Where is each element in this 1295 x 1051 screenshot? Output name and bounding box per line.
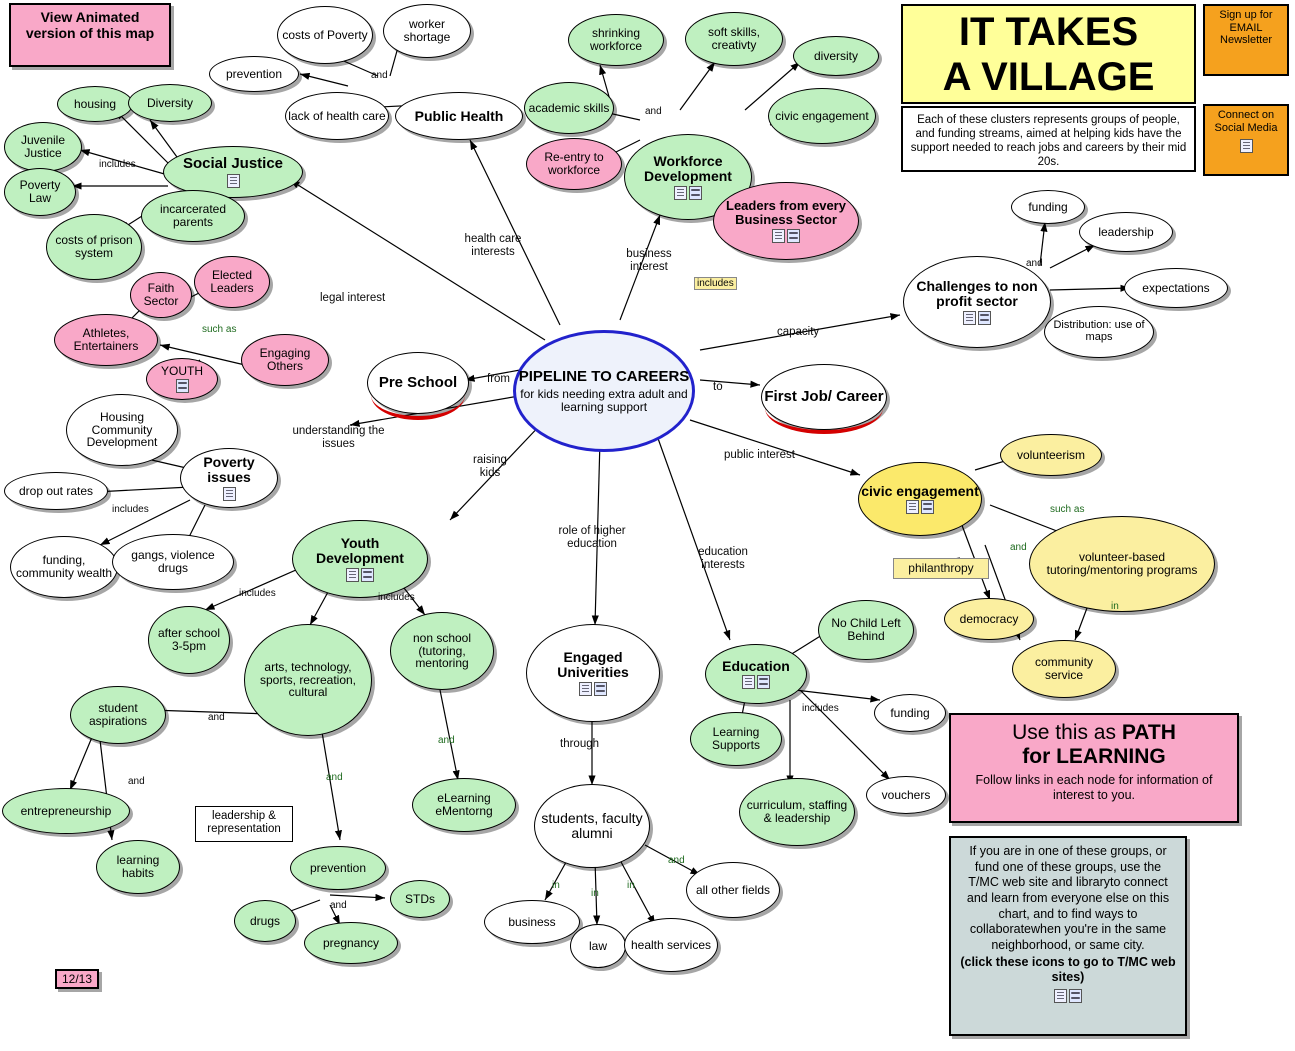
node-engaged-universities[interactable]: [526, 624, 660, 722]
node-costs-of-poverty[interactable]: [277, 6, 373, 64]
node-label: No Child Left Behind: [831, 616, 901, 643]
node-leadership-top[interactable]: [1079, 212, 1173, 252]
edge-label-such-as-volunteer: such as: [1050, 504, 1085, 515]
node-label: Public Health: [414, 107, 504, 124]
node-label: civic engagement: [775, 108, 869, 123]
node-entrepreneurship[interactable]: [2, 788, 130, 834]
node-gangs-violence-drugs[interactable]: [112, 534, 234, 590]
node-incarcerated-parents[interactable]: [141, 190, 245, 242]
node-label: costs of prison system: [55, 233, 133, 260]
edge-label-role-of-higher-education: role of higher education: [558, 525, 626, 550]
node-label: [861, 484, 979, 515]
node-label: Re-entry to workforce: [544, 150, 604, 177]
node-funding-community-wealth[interactable]: [10, 536, 118, 598]
node-label: worker shortage: [403, 17, 451, 44]
node-label: Learning Supports: [711, 725, 761, 752]
edge-label-and-student-aspirations: and: [208, 712, 225, 723]
pre-school-underline: [371, 370, 465, 420]
node-label: leadership: [1098, 224, 1154, 239]
social-label: Connect on Social Media: [1214, 109, 1278, 134]
people-icon[interactable]: [361, 568, 374, 582]
node-democracy[interactable]: [944, 598, 1034, 640]
node-engaging-others[interactable]: [241, 334, 329, 386]
edge-label-includes-yd-2: includes: [378, 592, 415, 603]
node-label: health services: [630, 937, 712, 952]
node-label: academic skills: [528, 100, 610, 115]
node-label: [518, 369, 690, 414]
title-line-2: A VILLAGE: [942, 55, 1155, 99]
node-learning-habits[interactable]: [96, 840, 180, 894]
view-animated-button[interactable]: [9, 3, 171, 67]
node-law[interactable]: [570, 924, 626, 968]
edge-label-and-all-fields: and: [668, 855, 685, 866]
node-label: Engaging Others: [259, 346, 311, 373]
node-funding-education[interactable]: [874, 694, 946, 732]
node-vouchers[interactable]: [866, 776, 946, 814]
node-label: Housing Community Development: [86, 410, 158, 450]
groups-body: If you are in one of these groups, or fund one of these groups, use the T/MC web site and libraryto connect and learn from everyone else on this chart, and to find ways to collaboratewhen you're in the same neighborhood, or same city.: [966, 844, 1170, 952]
document-icon[interactable]: [1240, 139, 1253, 153]
node-label: funding: [890, 705, 930, 720]
node-label: shrinking workforce: [589, 26, 642, 53]
path-title-line2: for LEARNING: [1022, 745, 1166, 768]
edge-label-in-law: in: [591, 888, 599, 899]
node-drugs[interactable]: [234, 900, 296, 942]
view-animated-label: View Animated version of this map: [25, 9, 155, 42]
node-shrinking-workforce[interactable]: [568, 14, 664, 66]
edge-label-and-civic: and: [1010, 542, 1027, 553]
node-label: non school (tutoring, mentoring: [412, 631, 472, 671]
node-prevention-top[interactable]: [209, 56, 299, 92]
node-label: students, faculty alumni: [541, 810, 643, 841]
center-title: PIPELINE TO CAREERS: [518, 367, 690, 385]
node-drop-out-rates[interactable]: [4, 472, 108, 510]
edge-label-from: from: [487, 373, 510, 385]
node-education[interactable]: [705, 644, 807, 704]
node-label: Diversity: [146, 95, 193, 110]
node-label: Faith Sector: [143, 281, 179, 308]
node-pregnancy[interactable]: [304, 922, 398, 964]
people-icon[interactable]: [787, 229, 800, 243]
node-label: volunteer-based tutoring/mentoring programs: [1046, 550, 1198, 577]
node-stds[interactable]: [390, 880, 450, 918]
node-youth-development[interactable]: [292, 520, 428, 598]
node-label: [295, 536, 425, 581]
node-label: [149, 365, 215, 394]
node-label: [906, 279, 1048, 324]
path-title: [951, 721, 1237, 745]
node-label: democracy: [959, 611, 1019, 626]
edge-label-and-top: and: [371, 70, 388, 81]
node-label: leadership & representation: [207, 810, 281, 836]
document-icon[interactable]: [227, 174, 240, 188]
node-label: pregnancy: [322, 935, 380, 950]
node-distribution-use-of-maps[interactable]: [1044, 306, 1154, 358]
node-text: Challenges to non profit sector: [916, 278, 1038, 309]
node-label: Pre School: [378, 374, 458, 392]
edge-label-in-business: in: [552, 880, 560, 891]
node-lack-of-health-care[interactable]: [285, 92, 389, 140]
edge-label-includes-yd-1: includes: [239, 588, 276, 599]
node-youth[interactable]: [146, 358, 218, 400]
node-label: funding: [1028, 199, 1068, 214]
node-curriculum-staffing-leadership[interactable]: [739, 778, 855, 846]
edge-label-and-workforce: and: [645, 106, 662, 117]
node-arts-technology-sports[interactable]: [244, 624, 372, 736]
node-worker-shortage[interactable]: [383, 4, 471, 58]
edge-label-public-interest: public interest: [724, 449, 795, 461]
node-label: [529, 650, 657, 695]
edge-label-raising-kids: raising kids: [473, 454, 507, 479]
node-label: drop out rates: [18, 483, 94, 498]
title-box: [901, 4, 1196, 104]
node-text: civic engagement: [861, 482, 979, 499]
node-label: costs of Poverty: [282, 27, 368, 42]
node-funding-top[interactable]: [1011, 190, 1085, 224]
groups-instruction-note: [949, 836, 1187, 1036]
node-text: Social Justice: [182, 155, 284, 173]
node-label: community service: [1034, 655, 1093, 682]
document-icon[interactable]: [223, 487, 236, 501]
node-reentry-to-workforce[interactable]: [526, 138, 622, 190]
node-label: Poverty Law: [19, 178, 61, 205]
node-text: Leaders from every Business Sector: [726, 198, 846, 227]
node-label: [627, 154, 749, 199]
node-expectations[interactable]: [1124, 268, 1228, 308]
center-subtitle: for kids needing extra adult and learning support: [520, 387, 688, 414]
node-volunteer-based-programs[interactable]: [1029, 516, 1215, 612]
node-prevention-bottom[interactable]: [290, 846, 386, 890]
node-label: [183, 455, 275, 500]
edge-label-legal-interest: legal interest: [320, 292, 386, 304]
node-icons[interactable]: [716, 229, 856, 243]
node-elected-leaders[interactable]: [194, 256, 270, 308]
title-line-1: IT TAKES: [958, 10, 1139, 54]
node-non-school-tutoring[interactable]: [390, 612, 494, 690]
node-student-aspirations[interactable]: [70, 686, 166, 744]
node-leadership-representation[interactable]: [195, 806, 293, 842]
node-label: expectations: [1142, 280, 1210, 295]
node-text: YOUTH: [161, 363, 203, 378]
node-all-other-fields[interactable]: [686, 862, 780, 918]
node-soft-skills[interactable]: [685, 12, 783, 66]
node-label: drugs: [249, 913, 281, 928]
node-label: curriculum, staffing & leadership: [746, 798, 848, 825]
node-icons[interactable]: [295, 568, 425, 582]
node-label: vouchers: [881, 787, 931, 802]
node-housing[interactable]: [57, 86, 133, 122]
edge-label-understanding-the-issues: understanding the issues: [292, 425, 385, 450]
node-label: Elected Leaders: [210, 268, 254, 295]
edge-label-capacity: capacity: [777, 326, 820, 338]
people-icon[interactable]: [921, 500, 934, 514]
node-label: learning habits: [116, 853, 160, 880]
node-label: philanthropy: [908, 561, 974, 575]
node-community-service[interactable]: [1012, 640, 1116, 698]
node-text: Youth Development: [316, 535, 404, 566]
signup-newsletter-button[interactable]: [1203, 4, 1289, 76]
node-label: prevention: [225, 66, 283, 81]
edge-label-to: to: [713, 381, 723, 393]
edge-label-through: through: [560, 738, 600, 750]
people-icon[interactable]: [594, 682, 607, 696]
node-academic-skills[interactable]: [524, 82, 614, 134]
node-icons[interactable]: [183, 487, 275, 501]
document-icon[interactable]: [742, 675, 755, 689]
signup-label: Sign up for EMAIL Newsletter: [1219, 9, 1273, 47]
node-label: arts, technology, sports, recreation, cultural: [259, 660, 357, 700]
edge-label-in-community-service: in: [1111, 601, 1119, 612]
node-civic-engagement[interactable]: [858, 462, 982, 536]
node-label: [708, 659, 804, 690]
node-label: all other fields: [695, 882, 771, 897]
node-pipeline-to-careers[interactable]: [513, 330, 695, 452]
people-icon[interactable]: [978, 311, 991, 325]
node-costs-of-prison-system[interactable]: [46, 214, 142, 280]
node-business-sector-leaders[interactable]: [713, 182, 859, 260]
node-label: prevention: [309, 860, 367, 875]
node-label: eLearning eMentorng: [435, 791, 493, 818]
document-icon[interactable]: [579, 682, 592, 696]
edge-label-includes-education: includes: [802, 703, 839, 714]
node-business[interactable]: [484, 900, 580, 944]
edge-label-and-non-school: and: [438, 735, 455, 746]
node-label: soft skills, creativty: [707, 25, 760, 52]
node-text: Engaged Univerities: [557, 649, 629, 680]
social-media-button[interactable]: [1203, 104, 1289, 176]
node-label: incarcerated parents: [159, 202, 227, 229]
people-icon[interactable]: [689, 186, 702, 200]
edge-label-business-interest: business interest: [626, 248, 672, 273]
header-description: Each of these clusters represents groups of people, and funding streams, aimed at helping kids have the support needed to reach jobs and careers by their mid 20s.: [910, 114, 1187, 169]
node-label: Athletes, Entertainers: [73, 326, 139, 353]
people-icon[interactable]: [757, 675, 770, 689]
node-label: gangs, violence drugs: [131, 548, 215, 575]
node-label: volunteerism: [1016, 447, 1086, 462]
path-body: Follow links in each node for information of interest to you.: [975, 773, 1213, 802]
edge-label-such-as-left: such as: [202, 324, 237, 335]
date-badge: [55, 969, 99, 989]
date-label: 12/13: [62, 972, 93, 986]
node-civic-engagement-top[interactable]: [768, 88, 876, 144]
edge-label-in-health: in: [627, 880, 635, 891]
node-label: entrepreneurship: [20, 803, 112, 818]
path-title-strong: PATH: [1121, 721, 1176, 744]
edge-label-and-drugs: and: [330, 900, 347, 911]
node-text: Workforce Development: [644, 153, 732, 184]
document-icon[interactable]: [1054, 989, 1067, 1003]
document-icon[interactable]: [346, 568, 359, 582]
node-label: Juvenile Justice: [20, 133, 66, 160]
edge-label-and-entrepreneurship: and: [128, 776, 145, 787]
header-description-box: [901, 106, 1196, 172]
node-diversity-top[interactable]: [793, 36, 879, 76]
node-icons[interactable]: [708, 675, 804, 689]
node-diversity-left[interactable]: [128, 84, 212, 122]
node-athletes-entertainers[interactable]: [54, 314, 158, 366]
node-label: student aspirations: [88, 701, 148, 728]
path-for-learning-note: [949, 713, 1239, 823]
node-philanthropy[interactable]: [893, 558, 989, 579]
document-icon[interactable]: [772, 229, 785, 243]
tmc-icons[interactable]: [951, 989, 1185, 1003]
node-label: Distribution: use of maps: [1053, 319, 1145, 343]
node-label: First Job/ Career: [764, 388, 884, 406]
node-icons[interactable]: [166, 174, 300, 188]
node-faith-sector[interactable]: [130, 272, 192, 318]
node-elearning-ementoring[interactable]: [412, 778, 516, 832]
node-label: diversity: [813, 48, 858, 63]
edge-label-and-challenges: and: [1026, 258, 1043, 269]
node-housing-community-development[interactable]: [66, 394, 178, 466]
node-no-child-left-behind[interactable]: [818, 600, 914, 660]
node-challenges-nonprofit[interactable]: [903, 256, 1051, 348]
path-title-prefix: Use this as: [1012, 721, 1122, 744]
edge-label-includes-business: includes: [694, 277, 737, 290]
node-label: [716, 199, 856, 242]
social-icons[interactable]: [1205, 139, 1287, 153]
node-label: housing: [73, 96, 117, 111]
node-juvenile-justice[interactable]: [4, 122, 82, 172]
edge-label-includes-poverty: includes: [112, 504, 149, 515]
edge-label-and-arts: and: [326, 772, 343, 783]
document-icon[interactable]: [906, 500, 919, 514]
node-label: law: [588, 938, 607, 953]
node-label: STDs: [405, 891, 435, 906]
node-icons[interactable]: [529, 682, 657, 696]
people-icon[interactable]: [176, 379, 189, 393]
node-label: funding, community wealth: [15, 553, 113, 580]
node-icons[interactable]: [149, 379, 215, 393]
edge-label-health-care-interests: health care interests: [464, 233, 522, 258]
node-poverty-issues[interactable]: [180, 448, 278, 508]
node-students-faculty-alumni[interactable]: [534, 784, 650, 868]
node-icons[interactable]: [906, 311, 1048, 325]
groups-bold: (click these icons to go to T/MC web sites): [960, 955, 1176, 985]
first-job-underline: [765, 382, 883, 434]
edge-label-education-interests: education interests: [698, 546, 748, 571]
node-health-services[interactable]: [624, 918, 718, 972]
node-poverty-law[interactable]: [4, 168, 76, 216]
node-icons[interactable]: [861, 500, 979, 514]
people-icon[interactable]: [1069, 989, 1082, 1003]
node-volunteerism[interactable]: [1000, 434, 1102, 476]
node-label: [166, 156, 300, 188]
node-label: lack of health care: [288, 108, 386, 123]
node-public-health[interactable]: [395, 92, 523, 140]
document-icon[interactable]: [674, 186, 687, 200]
node-label: business: [508, 914, 556, 929]
node-text: Education: [722, 657, 790, 674]
edge-label-includes-social-justice: includes: [99, 159, 136, 170]
node-text: Poverty issues: [203, 454, 255, 485]
document-icon[interactable]: [963, 311, 976, 325]
node-label: after school 3-5pm: [157, 626, 221, 653]
node-after-school[interactable]: [148, 606, 230, 674]
node-learning-supports[interactable]: [690, 712, 782, 766]
